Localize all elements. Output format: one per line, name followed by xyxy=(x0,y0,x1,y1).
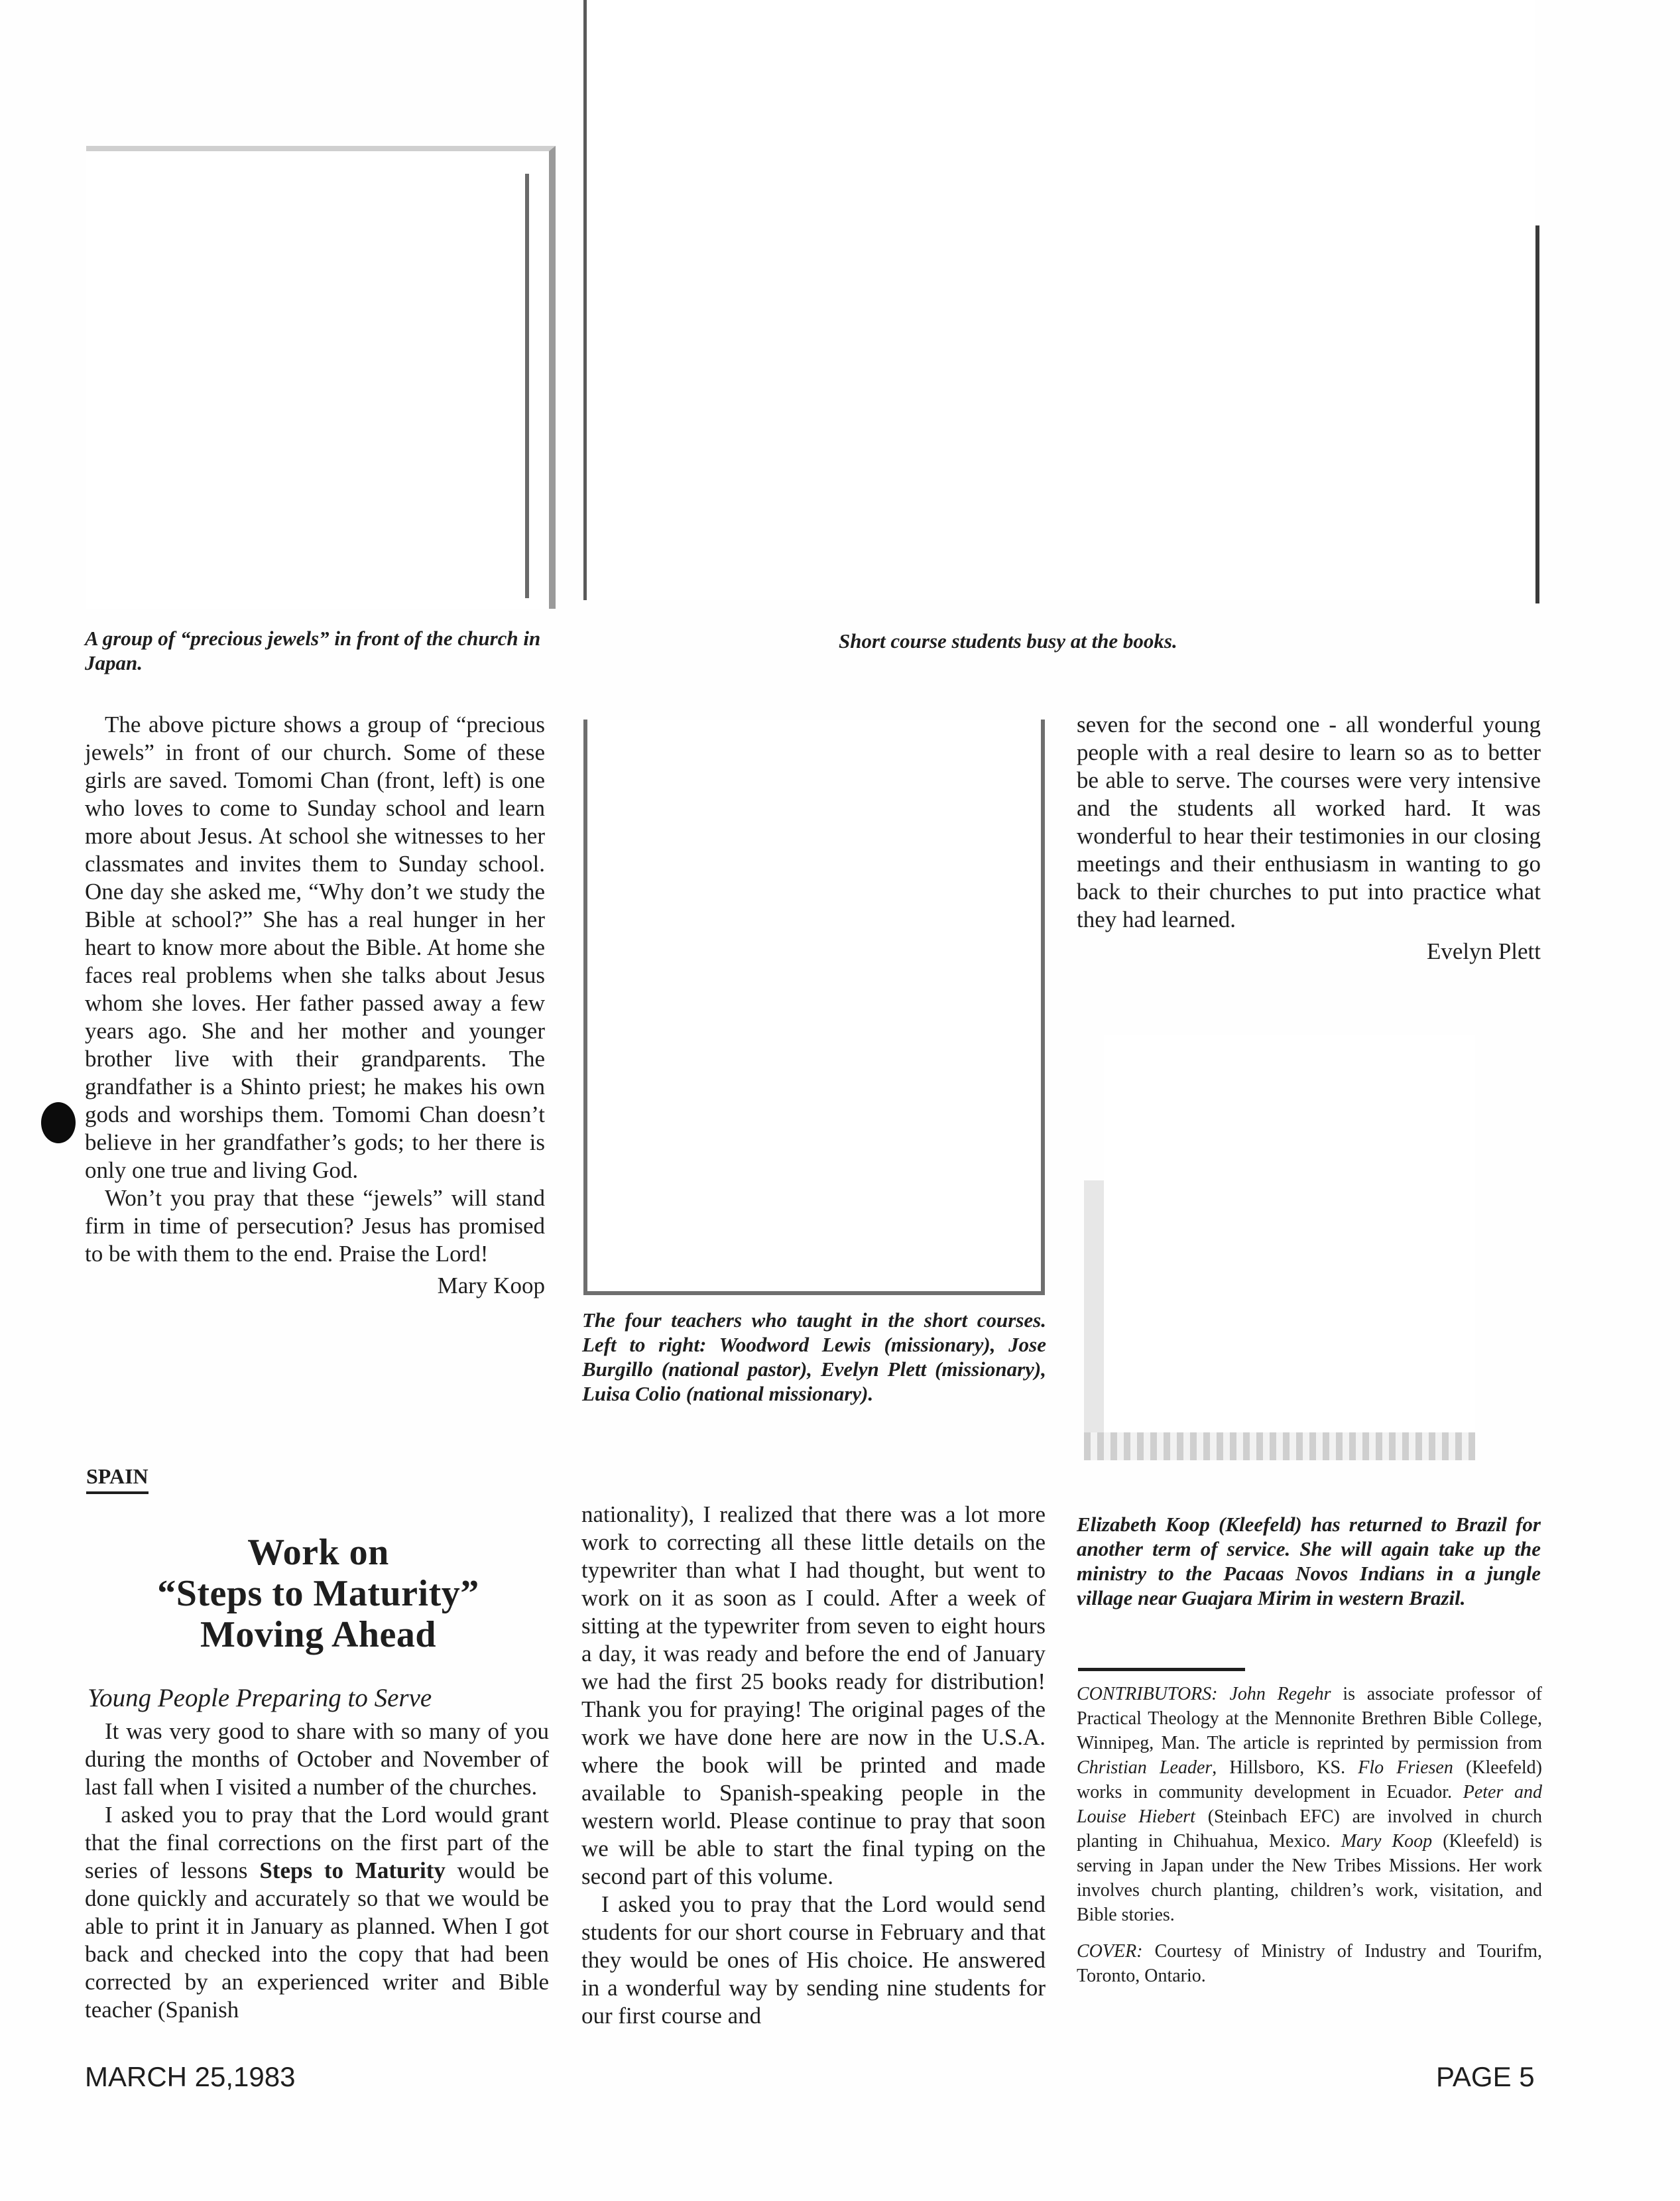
spain-subhead: Young People Preparing to Serve xyxy=(88,1684,432,1712)
spain-headline-line1: Work on xyxy=(247,1532,389,1573)
japan-article-signature: Mary Koop xyxy=(437,1273,545,1298)
evelyn-article-signature: Evelyn Plett xyxy=(1426,938,1541,964)
spain-article-col2 xyxy=(581,1501,1046,2030)
photo-elizabeth xyxy=(1104,1035,1475,1432)
photo-elizabeth-base xyxy=(1084,1432,1475,1460)
spain-article-col2-p2: I asked you to pray that the Lord would send students for our short course in February and that they would be ones of His choice. He answered in a wonderful way by sending nine students for our first course and xyxy=(581,1891,1046,2029)
japan-article xyxy=(85,711,545,1300)
photo-japan-group-inner xyxy=(91,174,529,598)
caption-elizabeth: Elizabeth Koop (Kleefeld) has returned to Brazil for another term of service. She will again take up the ministry to the Pacaas Novos Indians in a jungle village near Guajara Mirim in western Brazil. xyxy=(1077,1513,1541,1609)
caption-japan-group: A group of “precious jewels” in front of the church in Japan. xyxy=(85,627,541,674)
spain-headline xyxy=(86,1532,550,1655)
evelyn-article-continued xyxy=(1077,711,1541,966)
spain-article-col1 xyxy=(85,1718,549,2024)
evelyn-article-text: seven for the second one - all wonderful young people with a real desire to learn so as to better be able to serve. The courses were very intensive and the students all worked hard. It was wonderful to hear their testimonies in our closing meetings and their enthusiasm in wanting to go back to their churches to put into practice what they had learned. xyxy=(1077,712,1541,932)
photo-short-course xyxy=(587,0,1535,600)
contributors-text: CONTRIBUTORS: John Regehr is associate professor of Practical Theology at the Mennonite Brethren Bible College, Winnipeg, Man. The article is reprinted by permission from Christian Leader, Hillsboro, KS. Flo Friesen (Kleefeld) works in community development in Ecuador. Peter and Louise Hiebert (Steinbach EFC) are involved in church planting in Chihuahua, Mexico. Mary Koop (Kleefeld) is serving in Japan under the New Tribes Missions. Her work involves church planting, children’s work, visitation, and Bible stories. xyxy=(1077,1684,1543,1925)
hole-punch-mark xyxy=(41,1102,76,1143)
contributors-box xyxy=(1077,1682,1542,1988)
photo-four-teachers xyxy=(583,720,1045,1295)
spain-headline-line2: “Steps to Maturity” xyxy=(157,1573,479,1614)
spain-headline-line3: Moving Ahead xyxy=(200,1614,437,1655)
spain-article-col2-p1: nationality), I realized that there was a lot more work to correcting all these little details on the typewriter than what I had thought, but went to work on it as soon as I could. After a week of sitting at the typewriter from seven to eight hours a day, it was ready and before the end of January we had the first 25 books ready for distribution! Thank you for praying! The original pages of the work we have done here are now in the U.S.A. where the book will be printed and made available to Spanish-speaking people in the western world. Please continue to pray that soon we will be able to start the final typing on the second part of this volume. xyxy=(581,1501,1046,1889)
photo-short-course-right-edge xyxy=(1535,225,1539,603)
contributors-label: CONTRIBUTORS: xyxy=(1077,1684,1218,1704)
footer-date: MARCH 25,1983 xyxy=(85,2061,296,2092)
caption-short-course: Short course students busy at the books. xyxy=(839,629,1177,653)
section-label-spain xyxy=(86,1464,149,1494)
cover-credit: COVER: Courtesy of Ministry of Industry and Tourifm, Toronto, Ontario. xyxy=(1077,1941,1542,1986)
spain-article-p2: I asked you to pray that the Lord would grant that the final corrections on the first part of the series of lessons Steps to Maturity would be done quickly and accurately so that we would be able to print it in January as planned. When I got back and checked into the copy that had been corrected by an experienced writer and Bible teacher (Spanish xyxy=(85,1802,550,2023)
caption-four-teachers: The four teachers who taught in the short courses. Left to right: Woodword Lewis (missionary), Jose Burgillo (national pastor), Evelyn Plett (missionary), Luisa Colio (national missionary). xyxy=(582,1308,1046,1405)
cover-label: COVER: xyxy=(1077,1941,1143,1962)
japan-article-p1: The above picture shows a group of “precious jewels” in front of our church. Some of these girls are saved. Tomomi Chan (front, left) is one who loves to come to Sunday school and learn more about Jesus. At school she witnesses to her classmates and invites them to Sunday school. One day she asked me, “Why don’t we study the Bible at school?” She has a real hunger in her heart to know more about the Bible. At home she faces real problems when she talks about Jesus whom she loves. Her father passed away a few years ago. She and her mother and younger brother live with their grandparents. The grandfather is a Shinto priest; he makes his own gods and worships them. Tomomi Chan doesn’t believe in her grandfather’s gods; to her there is only one true and living God. xyxy=(85,712,545,1183)
photo-short-course-left-edge xyxy=(583,0,587,600)
spain-article-p1: It was very good to share with so many of you during the months of October and November of last fall when I visited a number of the churches. xyxy=(85,1718,549,1800)
contributors-rule xyxy=(1078,1668,1245,1671)
steps-to-maturity-title: Steps to Maturity xyxy=(259,1857,446,1883)
footer-page-number: PAGE 5 xyxy=(1436,2061,1535,2092)
japan-article-p2: Won’t you pray that these “jewels” will stand firm in time of persecution? Jesus has promised to be with them to the end. Praise the Lord! xyxy=(85,1185,545,1267)
section-label-spain-text: SPAIN xyxy=(86,1464,149,1488)
